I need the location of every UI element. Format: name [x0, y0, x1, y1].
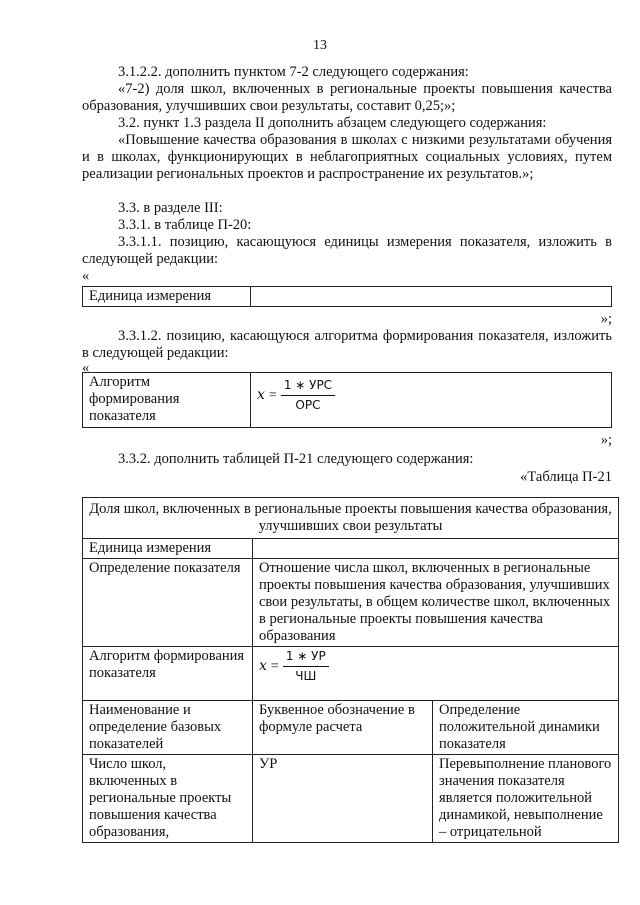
formula-numerator: 1 ∗ УР	[283, 648, 329, 667]
table-caption: «Таблица П-21	[520, 469, 612, 485]
table-p21	[82, 497, 619, 843]
page-number: 13	[313, 38, 327, 53]
formula-denominator: ЧШ	[295, 669, 317, 683]
algo-table	[82, 372, 612, 428]
algo-label: Алгоритм формирования показателя	[83, 647, 253, 701]
paragraph-3-3-1: 3.3.1. в таблице П-20:	[118, 217, 252, 233]
unit-label: Единица измерения	[83, 287, 251, 307]
formula-fraction	[283, 648, 329, 685]
paragraph-3-3: 3.3. в разделе III:	[118, 200, 223, 216]
paragraph-3-2: 3.2. пункт 1.3 раздела II дополнить абзацем следующего содержания:	[118, 115, 547, 131]
paragraph-3-1-2-2: 3.1.2.2. дополнить пунктом 7-2 следующего содержания:	[118, 64, 469, 80]
header-cell: Буквенное обозначение в формуле расчета	[253, 701, 433, 755]
header-cell: Наименование и определение базовых показателей	[83, 701, 253, 755]
algo-formula	[251, 373, 612, 428]
unit-label: Единица измерения	[83, 539, 253, 559]
close-quote: »;	[600, 432, 612, 448]
close-quote: »;	[600, 311, 612, 327]
unit-table	[82, 286, 612, 307]
paragraph-3-3-1-2: 3.3.1.2. позицию, касающуюся алгоритма формирования показателя, изложить в следующей редакции:	[82, 328, 612, 361]
header-cell: Определение положительной динамики показателя	[433, 701, 619, 755]
table-title: Доля школ, включенных в региональные проекты повышения качества образования, улучшивших свои результаты	[83, 498, 619, 539]
paragraph-7-2-quote: «7-2) доля школ, включенных в региональные проекты повышения качества образования, улучшивших свои результаты, составит 0,25;»;	[82, 81, 612, 114]
unit-value	[251, 287, 612, 307]
paragraph-3-3-1-1: 3.3.1.1. позицию, касающуюся единицы измерения показателя, изложить в следующей редакции:	[82, 234, 612, 267]
table-cell: Перевыполнение планового значения показателя является положительной динамикой, невыполнение – отрицательной	[433, 755, 619, 843]
formula-equals: =	[268, 388, 277, 403]
formula-fraction	[281, 377, 335, 414]
open-quote: «	[82, 268, 90, 284]
formula-variable: x	[257, 387, 265, 403]
open-quote: «	[82, 360, 90, 376]
formula-variable: x	[259, 658, 267, 674]
unit-value	[253, 539, 619, 559]
table-cell: Число школ, включенных в региональные проекты повышения качества образования,	[83, 755, 253, 843]
definition-label: Определение показателя	[83, 559, 253, 647]
formula-numerator: 1 ∗ УРС	[281, 377, 335, 396]
paragraph-quality-quote: «Повышение качества образования в школах с низкими результатами обучения и в школах, функционирующих в неблагоприятных социальных условиях, путем реализации региональных проектов и распространение их результатов.»;	[82, 132, 612, 182]
formula-equals: =	[270, 659, 279, 674]
formula-denominator: ОРС	[295, 398, 321, 412]
paragraph-3-3-2: 3.3.2. дополнить таблицей П-21 следующего содержания:	[118, 451, 474, 467]
definition-value: Отношение числа школ, включенных в региональные проекты повышения качества образования, улучшивших свои результаты, в общем количестве школ, включенных в региональные проекты повышения качества образования	[253, 559, 619, 647]
algo-formula	[253, 647, 619, 701]
algo-label: Алгоритм формирования показателя	[83, 373, 251, 428]
table-cell: УР	[253, 755, 433, 843]
